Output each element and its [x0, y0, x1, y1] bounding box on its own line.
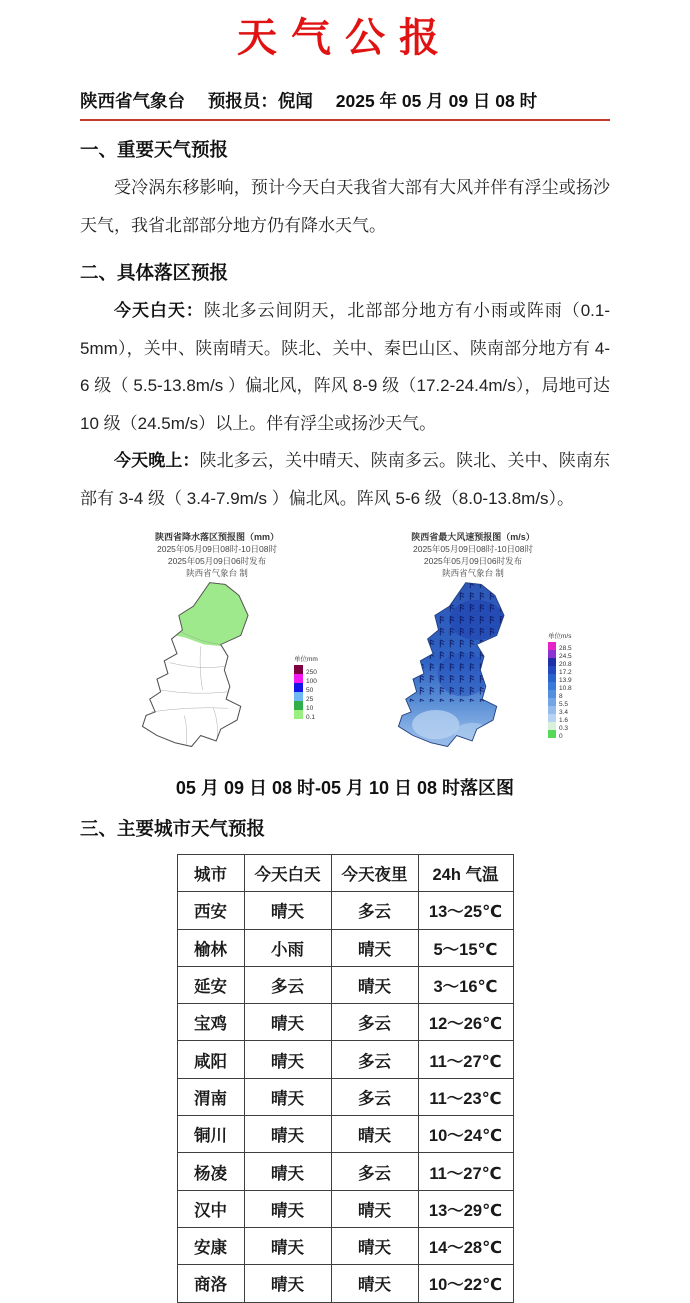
precip-map-issued: 2025年05月09日06时发布	[167, 556, 267, 566]
daytime-weather-cell: 晴天	[244, 1265, 331, 1302]
legend-swatch	[548, 706, 556, 714]
table-row	[177, 1190, 513, 1227]
precip-map-image	[110, 579, 295, 761]
legend-swatch	[548, 714, 556, 722]
col-header-night: 今天夜里	[331, 855, 418, 892]
page-title: 天气公报	[237, 16, 453, 60]
issue-datetime: 2025 年 05 月 09 日 08 时	[335, 91, 538, 111]
legend-label: 17.2	[559, 669, 572, 676]
city-name-cell: 延安	[177, 966, 244, 1003]
legend-swatch	[548, 722, 556, 730]
city-name-cell: 商洛	[177, 1265, 244, 1302]
city-name-cell: 安康	[177, 1227, 244, 1264]
wind-map-issued: 2025年05月09日06时发布	[423, 556, 523, 566]
legend-swatch	[548, 674, 556, 682]
city-name-cell: 咸阳	[177, 1041, 244, 1078]
legend-swatch	[548, 642, 556, 650]
temperature-cell: 11～27℃	[418, 1153, 513, 1190]
daytime-weather-cell: 晴天	[244, 1190, 331, 1227]
city-name-cell: 汉中	[177, 1190, 244, 1227]
forecast-maps	[80, 531, 610, 764]
legend-swatch	[548, 682, 556, 690]
night-weather-cell: 多云	[331, 892, 418, 929]
legend-swatch	[548, 698, 556, 706]
daytime-weather-cell: 晴天	[244, 1227, 331, 1264]
night-weather-cell: 晴天	[331, 1190, 418, 1227]
legend-item	[548, 642, 572, 650]
legend-label: 3.4	[559, 709, 569, 716]
temperature-cell: 3～16℃	[418, 966, 513, 1003]
legend-swatch	[294, 710, 303, 719]
city-table-header-row	[177, 855, 513, 892]
forecast-night	[80, 442, 610, 517]
legend-label: 10.8	[559, 685, 572, 692]
night-label: 今天晚上：	[114, 451, 200, 470]
night-weather-cell: 晴天	[331, 966, 418, 1003]
legend-label: 50	[306, 687, 314, 694]
city-name-cell: 西安	[177, 892, 244, 929]
city-name-cell: 杨凌	[177, 1153, 244, 1190]
section-1-body: 受冷涡东移影响，预计今天白天我省大部有大风并伴有浮尘或扬沙天气，我省北部部分地方仍有降水天气。	[80, 178, 610, 235]
daytime-weather-cell: 晴天	[244, 1004, 331, 1041]
legend-label: 100	[306, 678, 317, 685]
table-row	[177, 1153, 513, 1190]
legend-label: 5.5	[559, 701, 569, 708]
precip-map-maker: 陕西省气象台 制	[186, 568, 248, 578]
legend-label: 20.8	[559, 661, 572, 668]
wind-map-maker: 陕西省气象台 制	[442, 568, 504, 578]
temperature-cell: 14～28℃	[418, 1227, 513, 1264]
legend-swatch	[294, 674, 303, 683]
night-text: 陕北多云，关中晴天、陕南多云。陕北、关中、陕南东部有 3-4 级（ 3.4-7.9m/s ）偏北风。阵风 5-6 级（8.0-13.8m/s）。	[80, 451, 611, 508]
legend-label: 1.6	[559, 717, 569, 724]
legend-item	[294, 665, 318, 674]
legend-label: 10	[306, 705, 314, 712]
city-table-body	[177, 892, 513, 1302]
wind-map-period: 2025年05月09日08时-10日08时	[412, 544, 533, 554]
legend-swatch	[294, 665, 303, 674]
night-weather-cell: 多云	[331, 1004, 418, 1041]
legend-swatch	[548, 690, 556, 698]
legend-swatch	[548, 666, 556, 674]
section-1-heading: 一、重要天气预报	[80, 139, 229, 160]
daytime-weather-cell: 小雨	[244, 929, 331, 966]
legend-label: 24.5	[559, 653, 572, 660]
legend-swatch	[548, 730, 556, 738]
table-row	[177, 892, 513, 929]
table-row	[177, 1265, 513, 1302]
section-2-heading: 二、具体落区预报	[80, 262, 229, 283]
wind-map-image	[366, 579, 551, 761]
legend-swatch	[548, 658, 556, 666]
precip-map-title: 陕西省降水落区预报图（mm） 2025年05月09日08时-10日08时 2025年05月09日06时发布 陕西省气象台 制	[154, 532, 279, 578]
legend-label: 25	[306, 696, 314, 703]
legend-swatch	[548, 650, 556, 658]
rain-region	[130, 579, 276, 646]
col-header-daytime: 今天白天	[244, 855, 331, 892]
daytime-weather-cell: 晴天	[244, 1078, 331, 1115]
forecaster-name: 预报员：倪闻	[207, 91, 313, 111]
col-header-city: 城市	[177, 855, 244, 892]
temperature-cell: 10～22℃	[418, 1265, 513, 1302]
wind-legend-unit: 单位m/s	[548, 633, 572, 640]
daytime-label: 今天白天：	[114, 301, 204, 320]
night-weather-cell: 晴天	[331, 1116, 418, 1153]
precip-legend-unit: 单位mm	[294, 656, 318, 663]
table-row	[177, 929, 513, 966]
city-name-cell: 渭南	[177, 1078, 244, 1115]
col-header-temp: 24h 气温	[418, 855, 513, 892]
temperature-cell: 12～26℃	[418, 1004, 513, 1041]
forecast-daytime	[80, 292, 610, 442]
maps-caption: 05 月 09 日 08 时-05 月 10 日 08 时落区图	[175, 778, 515, 798]
legend-label: 13.9	[559, 677, 572, 684]
legend-label: 0.1	[306, 714, 316, 721]
legend-label: 250	[306, 669, 317, 676]
city-weather-table	[177, 854, 514, 1303]
legend-swatch	[294, 692, 303, 701]
temperature-cell: 13～29℃	[418, 1190, 513, 1227]
night-weather-cell: 晴天	[331, 1227, 418, 1264]
table-row	[177, 966, 513, 1003]
table-row	[177, 1078, 513, 1115]
night-weather-cell: 多云	[331, 1153, 418, 1190]
city-name-cell: 宝鸡	[177, 1004, 244, 1041]
wind-map-block	[348, 531, 598, 764]
night-weather-cell: 多云	[331, 1041, 418, 1078]
wind-map-title: 陕西省最大风速预报图（m/s） 2025年05月09日08时-10日08时 2025年05月09日06时发布 陕西省气象台 制	[411, 532, 535, 578]
night-weather-cell: 晴天	[331, 1265, 418, 1302]
station-name: 陕西省气象台	[80, 91, 185, 111]
bulletin-header	[80, 88, 610, 121]
legend-label: 28.5	[559, 645, 572, 652]
section-3-heading: 三、主要城市天气预报	[80, 818, 266, 839]
precip-legend	[294, 654, 318, 719]
wind-legend	[548, 631, 572, 738]
temperature-cell: 11～27℃	[418, 1041, 513, 1078]
temperature-cell: 13～25℃	[418, 892, 513, 929]
daytime-weather-cell: 晴天	[244, 1153, 331, 1190]
legend-swatch	[294, 701, 303, 710]
daytime-weather-cell: 晴天	[244, 892, 331, 929]
precip-map-period: 2025年05月09日08时-10日08时	[156, 544, 277, 554]
night-weather-cell: 多云	[331, 1078, 418, 1115]
daytime-weather-cell: 晴天	[244, 1116, 331, 1153]
temperature-cell: 11～23℃	[418, 1078, 513, 1115]
wind-map-canvas	[348, 579, 598, 764]
temperature-cell: 10～24℃	[418, 1116, 513, 1153]
city-name-cell: 榆林	[177, 929, 244, 966]
daytime-weather-cell: 晴天	[244, 1041, 331, 1078]
city-name-cell: 铜川	[177, 1116, 244, 1153]
precip-map-canvas	[92, 579, 342, 764]
legend-swatch	[294, 683, 303, 692]
daytime-weather-cell: 多云	[244, 966, 331, 1003]
table-row	[177, 1227, 513, 1264]
precip-map-block	[92, 531, 342, 764]
table-row	[177, 1116, 513, 1153]
night-weather-cell: 晴天	[331, 929, 418, 966]
legend-label: 0.3	[559, 725, 569, 732]
temperature-cell: 5～15℃	[418, 929, 513, 966]
legend-label: 8	[559, 693, 563, 700]
legend-label: 0	[559, 733, 563, 740]
daytime-text: 陕北多云间阴天，北部部分地方有小雨或阵雨（0.1-5mm），关中、陕南晴天。陕北、关中、秦巴山区、陕南部分地方有 4-6 级（ 5.5-13.8m/s ）偏北风，阵风 8-9 级（17.2-24.4m/s），局地可达 10 级（24.5m/s）以上。伴有浮尘或扬沙天气。	[80, 301, 611, 433]
table-row	[177, 1004, 513, 1041]
table-row	[177, 1041, 513, 1078]
